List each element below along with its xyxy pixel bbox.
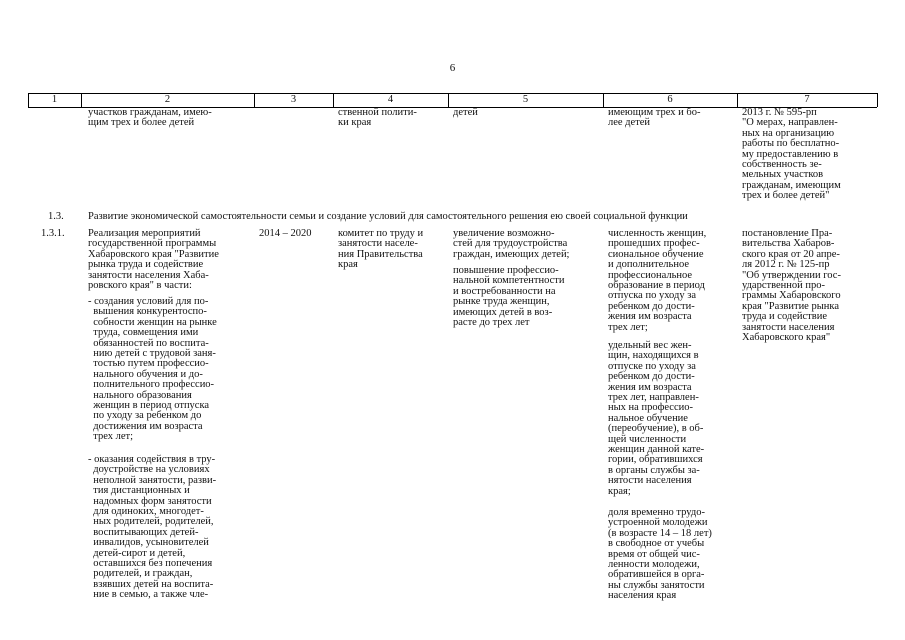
continuation-col4: ственной полити- ки края xyxy=(338,107,417,129)
item-col2-bullet-2: - оказания содействия в тру- доустройстве на условиях неполной занятости, разви- тия дистанционных и надомных форм занятости для одиноких, многодет- ных родителей, родителей, воспитывающих детей- инвалидов, усыновителей детей-сирот и детей, оставшихся без попечения родителей, и граждан, взявших детей на воспита- ние в семью, а также чле- xyxy=(88,454,217,601)
header-divider xyxy=(877,93,878,107)
item-col6-indicator-c: доля временно трудо- устроенной молодежи (в возрасте 14 – 18 лет) в свободное от учебы время от общей чис- ленности молодежи, обратившейся в орга- ны службы занятости населения края xyxy=(608,507,712,602)
item-col5-result-a: увеличение возможно- стей для трудоустройства граждан, имеющих детей; xyxy=(453,228,570,260)
column-header-7: 7 xyxy=(804,94,810,105)
page-number: 6 xyxy=(449,62,456,74)
item-col3-period: 2014 – 2020 xyxy=(259,228,312,239)
section-title: Развитие экономической самостоятельности семьи и создание условий для самостоятельного решения ею своей социальной функции xyxy=(88,211,688,222)
column-header-5: 5 xyxy=(522,94,529,105)
continuation-col5: детей xyxy=(453,107,478,118)
continuation-col7: 2013 г. № 595-рп "О мерах, направлен- ных на организацию работы по бесплатно- му предоставлению в собственность зе- мельных участков гражданам, имеющим трех и более детей" xyxy=(742,107,841,202)
column-header-1: 1 xyxy=(51,94,58,105)
item-col6-indicator-b: удельный вес жен- щин, находящихся в отпуске по уходу за ребенком до дости- жения им возраста трех лет, направлен- ных на профессио- нальное обучение (переобучение), в об- щей численности женщин данной кате- гории, обратившихся в органы службы за- нятости населения края; xyxy=(608,340,705,497)
section-number: 1.3. xyxy=(48,211,64,222)
item-col6-indicator-a: численность женщин, прошедших профес- сиональное обучение и дополнительное профессиональное образование в период отпуска по уходу за ребенком до дости- жения им возраста трех лет; xyxy=(608,228,707,333)
item-col4-executor: комитет по труду и занятости населе- ния Правительства края xyxy=(338,228,424,271)
item-col5-result-b: повышение профессио- нальной компетентности и востребованности на рынке труда женщин, имеющих детей в воз- расте до трех лет xyxy=(453,265,565,329)
continuation-col2: участков гражданам, имею- щим трех и более детей xyxy=(88,107,212,129)
column-header-3: 3 xyxy=(290,94,297,105)
item-col7-document: постановление Пра- вительства Хабаров- ского края от 20 апре- ля 2012 г. № 125-пр "Об утверждении гос- ударственной про- граммы Хабаровского края "Развитие рынка труда и содействие занятости населения Хабаровского края" xyxy=(742,228,841,344)
item-col2-intro: Реализация мероприятий государственной программы Хабаровского края "Развитие рынка труда и содействие занятости населения Хаба- ровского края" в части: xyxy=(88,228,219,292)
continuation-col6: имеющим трех и бо- лее детей xyxy=(608,107,701,129)
column-header-6: 6 xyxy=(667,94,673,105)
item-number: 1.3.1. xyxy=(41,228,65,239)
column-header-4: 4 xyxy=(387,94,394,105)
item-col2-bullet-1: - создания условий для по- вышения конкурентоспо- собности женщин на рынке труда, совмещения ими обязанностей по воспита- нию детей с трудовой заня- тостью путем профессио- нального обучения и до- полнительного профессио- нального образования женщин в период отпуска по уходу за ребенком до достижения им возраста трех лет; xyxy=(88,296,217,443)
column-header-2: 2 xyxy=(164,94,171,105)
